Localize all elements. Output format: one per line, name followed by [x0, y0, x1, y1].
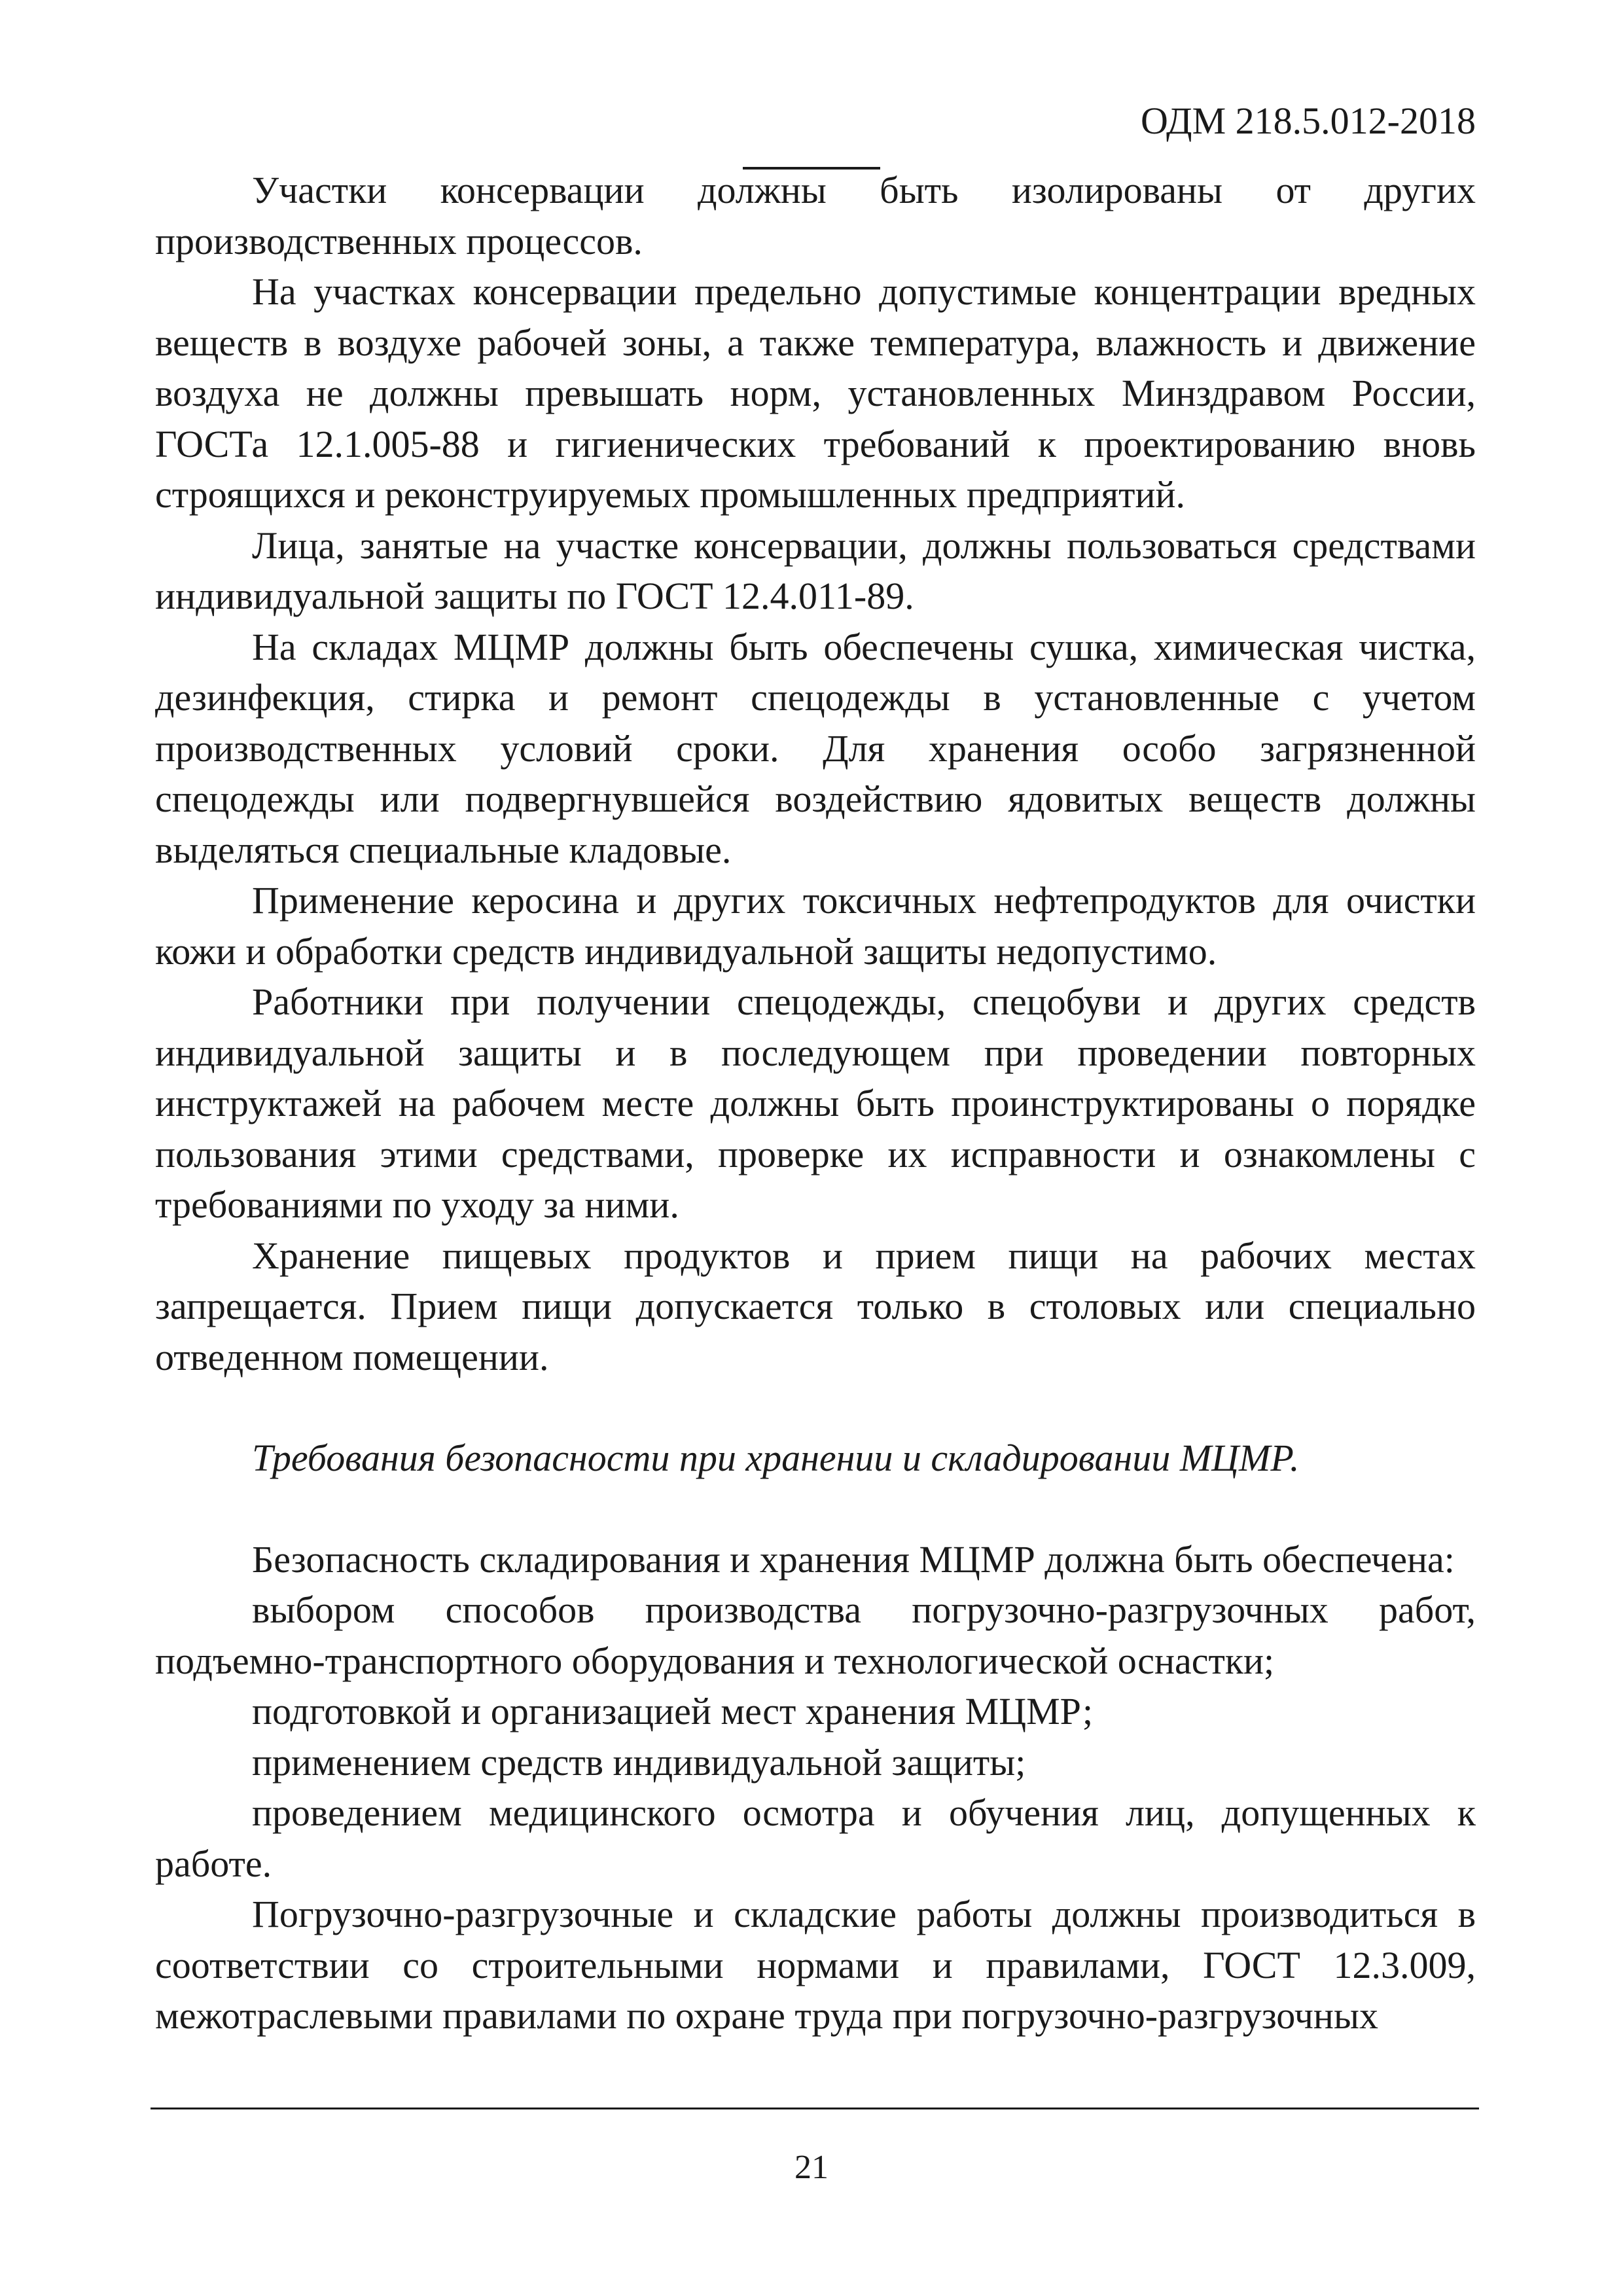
document-body — [155, 165, 1476, 2041]
section-heading: Требования безопасности при хранении и складировании МЦМР. — [252, 1437, 1300, 1479]
document-code: ОДМ 218.5.012-2018 — [1141, 99, 1476, 142]
paragraph: Участки консервации должны быть изолированы от других производственных процессов. — [155, 169, 1476, 262]
paragraph: Безопасность складирования и хранения МЦМР должна быть обеспечена: — [252, 1537, 1455, 1581]
footer-divider — [151, 2108, 1479, 2109]
paragraph: Погрузочно-разгрузочные и складские работы должны производиться в соответствии со строительными нормами и правилами, ГОСТ 12.3.009, межотраслевыми правилами по охране труда при погрузочно-разгрузочных — [155, 1893, 1476, 2037]
list-item: проведением медицинского осмотра и обучения лиц, допущенных к работе. — [155, 1791, 1476, 1885]
paragraph: Применение керосина и других токсичных нефтепродуктов для очистки кожи и обработки средств индивидуальной защиты недопустимо. — [155, 879, 1476, 973]
list-item: выбором способов производства погрузочно-разгрузочных работ, подъемно-транспортного оборудования и технологической оснастки; — [155, 1588, 1476, 1682]
list-item: применением средств индивидуальной защиты; — [252, 1740, 1026, 1784]
paragraph: Хранение пищевых продуктов и прием пищи на рабочих местах запрещается. Прием пищи допускается только в столовых или специально отведенном помещении. — [155, 1234, 1476, 1378]
list-item: подготовкой и организацией мест хранения МЦМР; — [252, 1690, 1094, 1732]
paragraph: На участках консервации предельно допустимые концентрации вредных веществ в воздухе рабочей зоны, а также температура, влажность и движение воздуха не должны превышать норм, установленных Минздравом России, ГОСТа 12.1.005-88 и гигиенических требований к проектированию вновь строящихся и реконструируемых промышленных предприятий. — [155, 270, 1476, 516]
page-number: 21 — [794, 2149, 829, 2186]
paragraph: Работники при получении спецодежды, спецобуви и других средств индивидуальной защиты и в последующем при проведении повторных инструктажей на рабочем месте должны быть проинструктированы о порядке пользования этими средствами, проверке их исправности и ознакомлены с требованиями по уходу за ними. — [155, 980, 1476, 1226]
paragraph: На складах МЦМР должны быть обеспечены сушка, химическая чистка, дезинфекция, стирка и ремонт спецодежды в установленные с учетом производственных условий сроки. Для хранения особо загрязненной спецодежды или подвергнувшейся воздействию ядовитых веществ должны выделяться специальные кладовые. — [155, 625, 1476, 871]
paragraph: Лица, занятые на участке консервации, должны пользоваться средствами индивидуальной защиты по ГОСТ 12.4.011-89. — [155, 524, 1476, 617]
